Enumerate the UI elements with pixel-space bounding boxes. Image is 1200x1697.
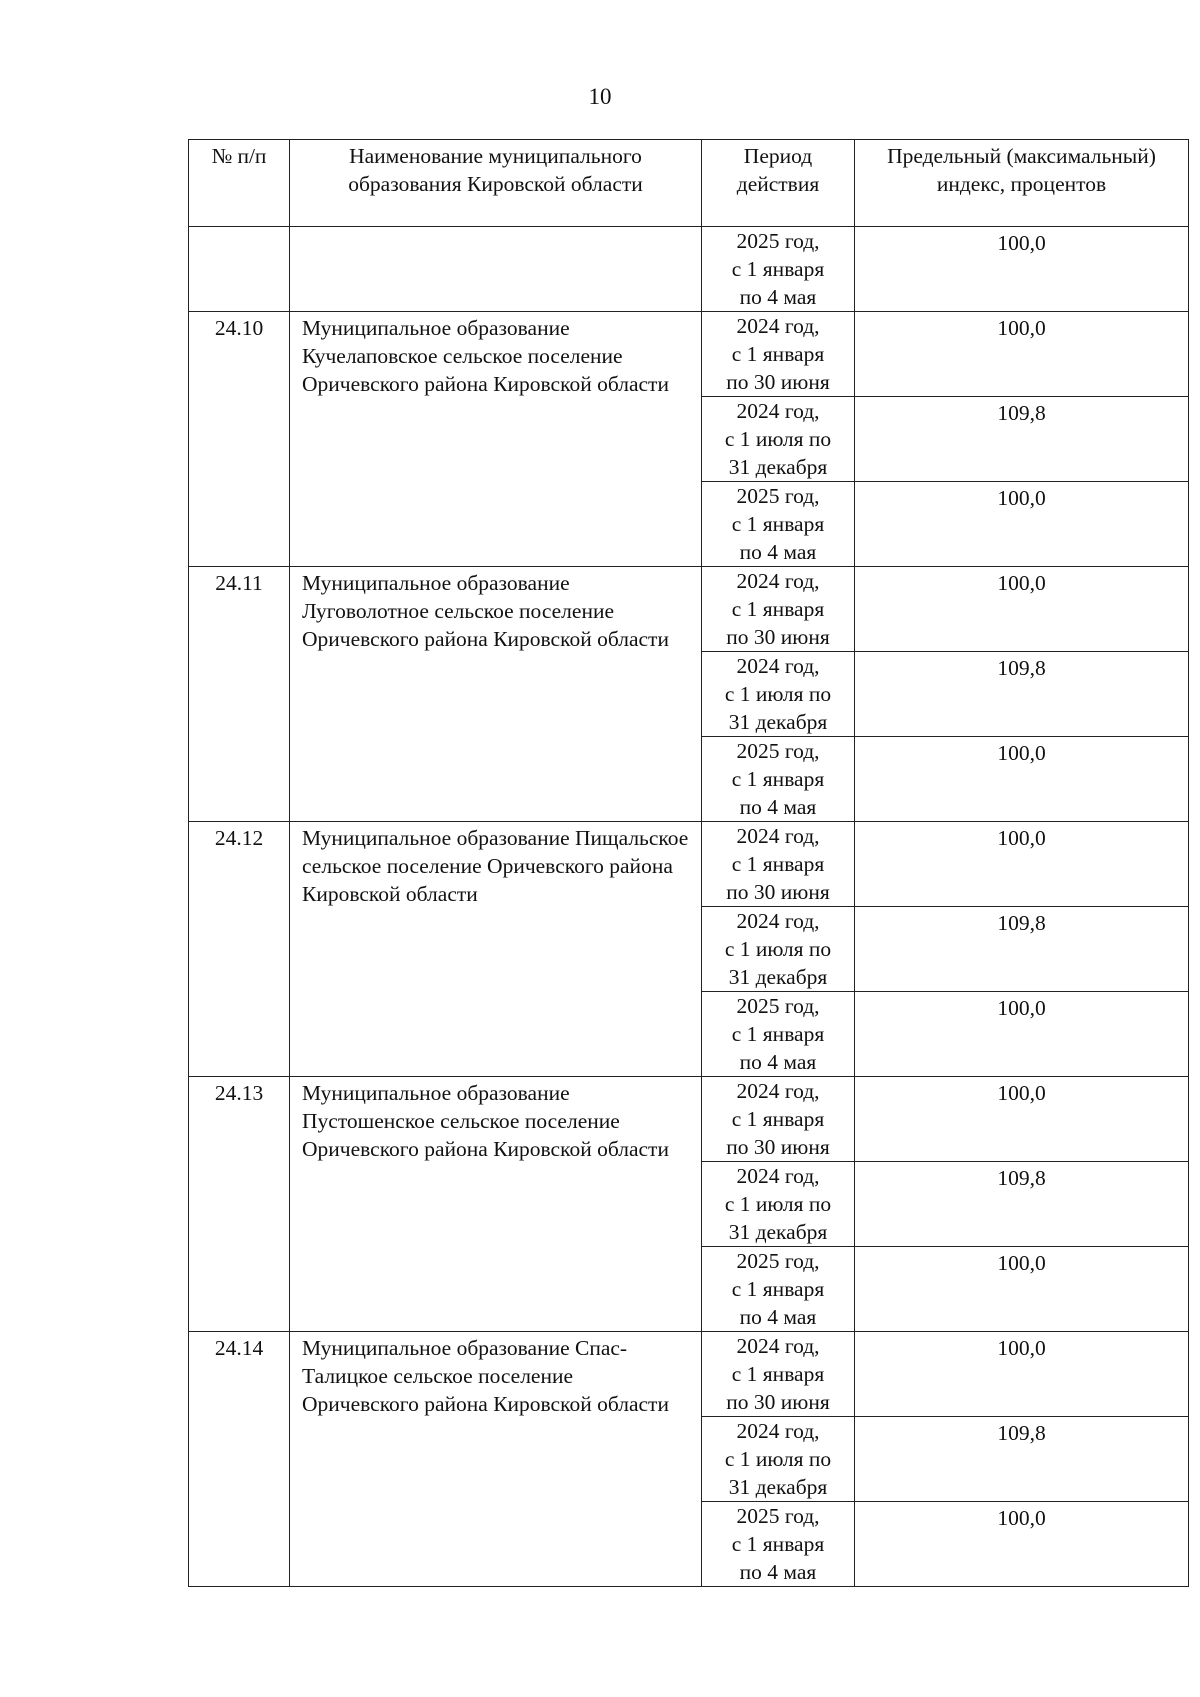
period-line: по 4 мая	[739, 795, 817, 819]
tariff-index-table	[188, 139, 1189, 1587]
period-line: 2024 год,	[736, 569, 820, 593]
period-line: с 1 января	[731, 1022, 825, 1046]
period-cell	[702, 1162, 855, 1247]
period-cell	[702, 1247, 855, 1332]
period-line: 2024 год,	[736, 1419, 820, 1443]
period-line: с 1 июля по	[724, 1447, 832, 1471]
period-line: 2024 год,	[736, 1164, 820, 1188]
carry-over-num	[189, 227, 290, 312]
municipality-name: Муниципальное образование Пищальское сельское поселение Оричевского района Кировской области	[290, 822, 702, 1077]
row-number: 24.14	[189, 1332, 290, 1587]
index-value: 100,0	[855, 567, 1189, 652]
index-value: 109,8	[855, 397, 1189, 482]
municipality-name: Муниципальное образование Луговолотное сельское поселение Оричевского района Кировской области	[290, 567, 702, 822]
index-value: 100,0	[855, 1247, 1189, 1332]
period-cell	[702, 737, 855, 822]
carry-over-index: 100,0	[855, 227, 1189, 312]
period-line: с 1 января	[731, 1277, 825, 1301]
period-line: 2025 год,	[736, 229, 820, 253]
period-cell	[702, 907, 855, 992]
period-line: с 1 января	[731, 512, 825, 536]
index-value: 109,8	[855, 1162, 1189, 1247]
table-header-row	[189, 140, 1189, 227]
period-line: 2025 год,	[736, 484, 820, 508]
period-line: с 1 января	[731, 1532, 825, 1556]
header-name: Наименование муниципального образования Кировской области	[290, 140, 702, 227]
table-row	[189, 1332, 1189, 1417]
period-cell	[702, 822, 855, 907]
municipality-name: Муниципальное образование Кучелаповское сельское поселение Оричевского района Кировской области	[290, 312, 702, 567]
index-value: 109,8	[855, 1417, 1189, 1502]
table-row	[189, 822, 1189, 907]
period-cell	[702, 567, 855, 652]
period-line: по 4 мая	[739, 1560, 817, 1584]
period-line: 31 декабря	[728, 710, 828, 734]
table-body	[189, 227, 1189, 1587]
period-line: с 1 января	[731, 597, 825, 621]
period-line: 2025 год,	[736, 1249, 820, 1273]
period-line: по 30 июня	[726, 880, 830, 904]
header-num: № п/п	[189, 140, 290, 227]
period-line: с 1 июля по	[724, 682, 832, 706]
period-line: по 4 мая	[739, 285, 817, 309]
period-line: по 30 июня	[726, 370, 830, 394]
period-line: 2024 год,	[736, 654, 820, 678]
municipality-name: Муниципальное образование Спас-Талицкое сельское поселение Оричевского района Кировской области	[290, 1332, 702, 1587]
period-cell	[702, 482, 855, 567]
period-cell	[702, 1332, 855, 1417]
header-index: Предельный (максимальный) индекс, процентов	[855, 140, 1189, 227]
index-value: 100,0	[855, 1077, 1189, 1162]
period-line: 2024 год,	[736, 1334, 820, 1358]
period-line: по 4 мая	[739, 1305, 817, 1329]
header-period: Период действия	[702, 140, 855, 227]
period-line: 2025 год,	[736, 739, 820, 763]
index-value: 109,8	[855, 907, 1189, 992]
period-line: 2024 год,	[736, 909, 820, 933]
carry-over-period	[702, 227, 855, 312]
period-line: по 30 июня	[726, 625, 830, 649]
period-line: 2024 год,	[736, 824, 820, 848]
period-cell	[702, 652, 855, 737]
period-line: по 30 июня	[726, 1390, 830, 1414]
period-line: 31 декабря	[728, 455, 828, 479]
table-row	[189, 567, 1189, 652]
period-line: по 4 мая	[739, 1050, 817, 1074]
row-number: 24.12	[189, 822, 290, 1077]
page-number: 10	[588, 84, 612, 109]
period-line: с 1 июля по	[724, 937, 832, 961]
index-value: 109,8	[855, 652, 1189, 737]
carry-over-name	[290, 227, 702, 312]
period-line: 2025 год,	[736, 1504, 820, 1528]
index-value: 100,0	[855, 482, 1189, 567]
period-cell	[702, 1502, 855, 1587]
period-line: 2024 год,	[736, 314, 820, 338]
period-line: 2025 год,	[736, 994, 820, 1018]
period-line: с 1 января	[731, 1362, 825, 1386]
period-cell	[702, 397, 855, 482]
period-line: по 30 июня	[726, 1135, 830, 1159]
index-value: 100,0	[855, 737, 1189, 822]
period-line: с 1 января	[731, 767, 825, 791]
period-line: с 1 января	[731, 342, 825, 366]
period-line: 31 декабря	[728, 1220, 828, 1244]
period-line: с 1 июля по	[724, 427, 832, 451]
period-line: 31 декабря	[728, 965, 828, 989]
period-line: с 1 января	[731, 1107, 825, 1131]
index-value: 100,0	[855, 1332, 1189, 1417]
period-line: 2024 год,	[736, 399, 820, 423]
period-line: 31 декабря	[728, 1475, 828, 1499]
municipality-name: Муниципальное образование Пустошенское сельское поселение Оричевского района Кировской области	[290, 1077, 702, 1332]
index-value: 100,0	[855, 1502, 1189, 1587]
row-number: 24.11	[189, 567, 290, 822]
period-line: с 1 января	[731, 852, 825, 876]
index-value: 100,0	[855, 822, 1189, 907]
table-row	[189, 1077, 1189, 1162]
index-value: 100,0	[855, 992, 1189, 1077]
period-cell	[702, 312, 855, 397]
row-number: 24.13	[189, 1077, 290, 1332]
period-cell	[702, 992, 855, 1077]
table-row-carry-over	[189, 227, 1189, 312]
period-line: по 4 мая	[739, 540, 817, 564]
period-line: 2024 год,	[736, 1079, 820, 1103]
period-line: с 1 июля по	[724, 1192, 832, 1216]
period-line: с 1 января	[731, 257, 825, 281]
table-row	[189, 312, 1189, 397]
period-cell	[702, 1077, 855, 1162]
period-cell	[702, 1417, 855, 1502]
row-number: 24.10	[189, 312, 290, 567]
index-value: 100,0	[855, 312, 1189, 397]
